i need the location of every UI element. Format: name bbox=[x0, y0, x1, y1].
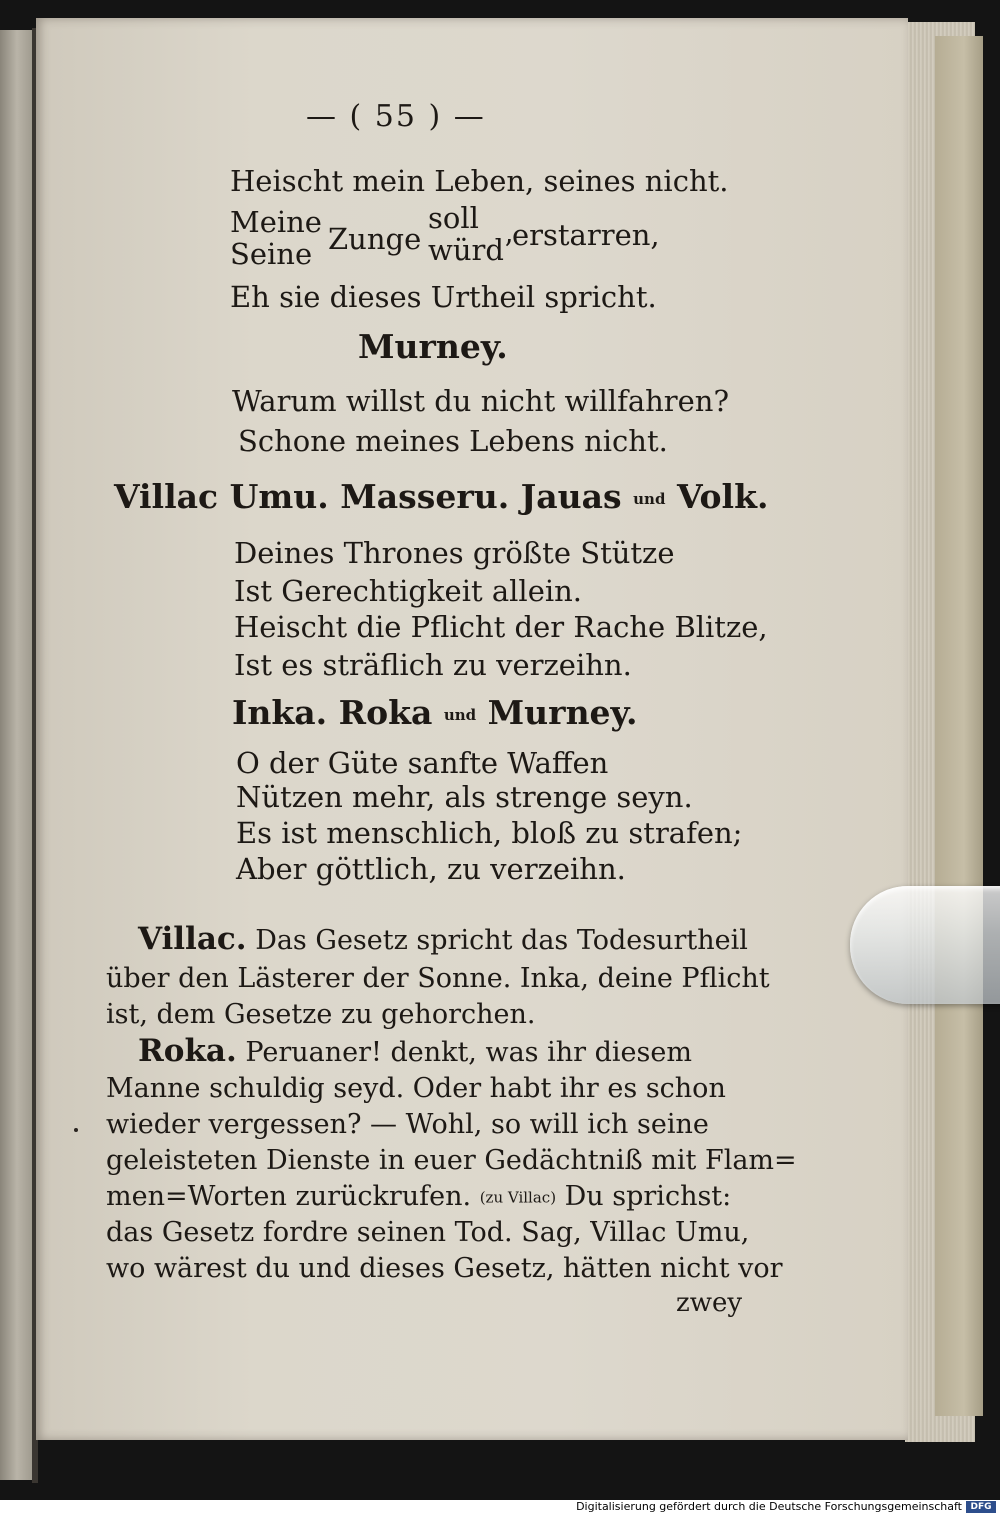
prose-p2-line6: das Gesetz fordre seinen Tod. Sag, Villac Umu, bbox=[106, 1217, 750, 1248]
verse3-line1: Deines Thrones größte Stütze bbox=[234, 536, 675, 570]
prose-p2-line4: geleisteten Dienste in euer Gedächtniß mit Flam= bbox=[106, 1145, 797, 1176]
verse1-word-seine: Seine bbox=[230, 237, 313, 271]
prose-p2-text1: Peruaner! denkt, was ihr diesem bbox=[245, 1037, 692, 1068]
prose-p1-line2: über den Lästerer der Sonne. Inka, deine Pflicht bbox=[106, 963, 770, 994]
footer-credit: Digitalisierung gefördert durch die Deutsche Forschungsgemeinschaft bbox=[576, 1500, 962, 1513]
verse4-line4: Aber göttlich, zu verzeihn. bbox=[236, 852, 626, 886]
verse3-line2: Ist Gerechtigkeit allein. bbox=[234, 574, 583, 608]
speaker-trio-und: und bbox=[443, 706, 477, 724]
verse1-brace-left bbox=[230, 206, 322, 270]
verse3-line4: Ist es sträflich zu verzeihn. bbox=[234, 648, 632, 682]
verse1-word-soll: soll bbox=[428, 201, 479, 235]
stage-direction: (zu Villac) bbox=[479, 1188, 557, 1207]
prose-p2-text5b: Du sprichst: bbox=[564, 1181, 732, 1212]
speaker-villac: Villac. bbox=[138, 921, 247, 957]
book-page bbox=[36, 18, 908, 1440]
verse4-line3: Es ist menschlich, bloß zu strafen; bbox=[236, 816, 743, 850]
verse1-brace-right bbox=[428, 202, 513, 266]
speaker-chorus bbox=[114, 477, 769, 516]
page-number: — ( 55 ) — bbox=[306, 99, 486, 134]
speaker-trio-end: Murney. bbox=[487, 693, 638, 732]
verse1-word-zunge: Zunge bbox=[328, 222, 422, 256]
speaker-trio-main: Inka. Roka bbox=[232, 693, 433, 732]
verse2-line2: Schone meines Lebens nicht. bbox=[238, 424, 668, 458]
verse1-word-wurd: würd’ bbox=[428, 233, 514, 267]
verse1-line1: Heischt mein Leben, seines nicht. bbox=[230, 164, 729, 198]
prose-p2-line1 bbox=[138, 1034, 692, 1070]
prose-p1-text1: Das Gesetz spricht das Todesurtheil bbox=[255, 925, 748, 956]
prose-p1-line1 bbox=[138, 922, 748, 958]
dfg-logo: DFG bbox=[966, 1501, 996, 1513]
verse1-word-meine: Meine bbox=[230, 205, 322, 239]
prose-p2-line3: wieder vergessen? — Wohl, so will ich seine bbox=[106, 1109, 709, 1140]
speaker-chorus-und: und bbox=[633, 490, 666, 508]
prose-p1-line3: ist, dem Gesetze zu gehorchen. bbox=[106, 999, 536, 1030]
verse4-line1: O der Güte sanfte Waffen bbox=[236, 746, 609, 780]
verse4-line2: Nützen mehr, als strenge seyn. bbox=[236, 780, 693, 814]
footer-bar bbox=[0, 1500, 1000, 1514]
ink-speck bbox=[74, 1128, 78, 1132]
speaker-murney: Murney. bbox=[358, 327, 508, 366]
verse1-word-erstarren: erstarren, bbox=[512, 218, 660, 252]
verse3-line3: Heischt die Pflicht der Rache Blitze, bbox=[234, 610, 768, 644]
page-clip bbox=[850, 886, 1000, 1004]
left-page-edge bbox=[0, 30, 34, 1480]
speaker-roka: Roka. bbox=[138, 1033, 237, 1069]
prose-p2-line5 bbox=[106, 1180, 731, 1215]
prose-p2-line7: wo wärest du und dieses Gesetz, hätten nicht vor bbox=[106, 1253, 783, 1284]
verse2-line1: Warum willst du nicht willfahren? bbox=[232, 384, 730, 418]
verse1-line3: Eh sie dieses Urtheil spricht. bbox=[230, 280, 657, 314]
prose-p2-text5a: men=Worten zurückrufen. bbox=[106, 1181, 472, 1212]
speaker-chorus-end: Volk. bbox=[676, 477, 769, 516]
color-card-strip bbox=[935, 36, 983, 1416]
prose-p2-line2: Manne schuldig seyd. Oder habt ihr es schon bbox=[106, 1073, 726, 1104]
speaker-chorus-main: Villac Umu. Masseru. Jauas bbox=[114, 477, 622, 516]
catchword: zwey bbox=[676, 1288, 743, 1318]
speaker-trio bbox=[232, 693, 638, 732]
